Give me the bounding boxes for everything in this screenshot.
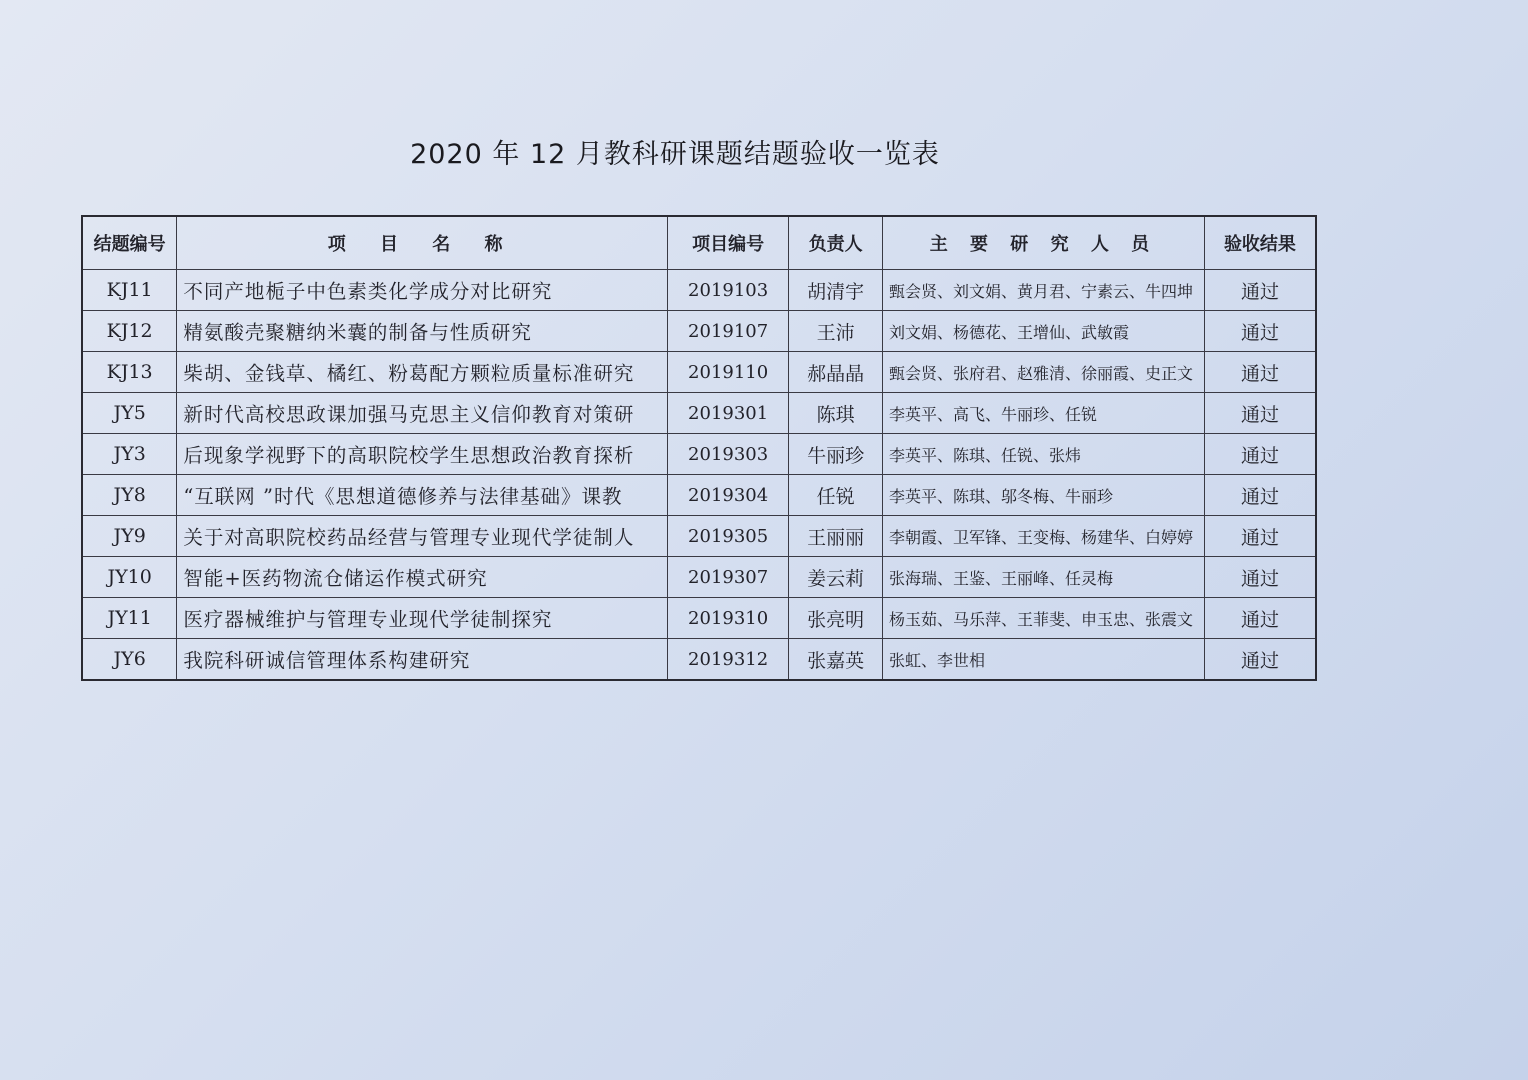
row-project-name: 智能+医药物流仓储运作模式研究 [177, 557, 668, 598]
row-project-name: 后现象学视野下的高职院校学生思想政治教育探析 [177, 434, 668, 475]
row-project-no: 2019301 [667, 393, 789, 434]
row-project-no: 2019312 [667, 639, 789, 681]
table-row [82, 475, 1316, 516]
row-project-name: “互联网 ”时代《思想道德修养与法律基础》课教 [177, 475, 668, 516]
table-row [82, 393, 1316, 434]
row-result: 通过 [1204, 352, 1316, 393]
row-result: 通过 [1204, 393, 1316, 434]
row-code: KJ12 [82, 311, 177, 352]
table-row [82, 352, 1316, 393]
header-result: 验收结果 [1204, 216, 1316, 270]
header-members: 主 要 研 究 人 员 [882, 216, 1204, 270]
row-members: 李英平、高飞、牛丽珍、任锐 [882, 393, 1204, 434]
row-members: 甄会贤、张府君、赵雅清、徐丽霞、史正文 [882, 352, 1204, 393]
header-name: 项 目 名 称 [177, 216, 668, 270]
row-result: 通过 [1204, 598, 1316, 639]
row-result: 通过 [1204, 311, 1316, 352]
row-lead: 任锐 [789, 475, 883, 516]
table-row [82, 639, 1316, 681]
header-code: 结题编号 [82, 216, 177, 270]
row-code: JY5 [82, 393, 177, 434]
table-body [82, 270, 1316, 681]
row-project-no: 2019110 [667, 352, 789, 393]
row-members: 杨玉茹、马乐萍、王菲斐、申玉忠、张震文 [882, 598, 1204, 639]
row-result: 通过 [1204, 639, 1316, 681]
row-project-no: 2019107 [667, 311, 789, 352]
table-row [82, 557, 1316, 598]
row-members: 甄会贤、刘文娟、黄月君、宁素云、牛四坤 [882, 270, 1204, 311]
row-project-no: 2019103 [667, 270, 789, 311]
row-result: 通过 [1204, 516, 1316, 557]
table-row [82, 598, 1316, 639]
table-row [82, 311, 1316, 352]
row-lead: 张亮明 [789, 598, 883, 639]
row-result: 通过 [1204, 475, 1316, 516]
row-project-name: 新时代高校思政课加强马克思主义信仰教育对策研 [177, 393, 668, 434]
row-project-no: 2019305 [667, 516, 789, 557]
row-project-no: 2019310 [667, 598, 789, 639]
row-result: 通过 [1204, 270, 1316, 311]
row-members: 李英平、陈琪、邬冬梅、牛丽珍 [882, 475, 1204, 516]
row-lead: 王沛 [789, 311, 883, 352]
row-project-name: 医疗器械维护与管理专业现代学徒制探究 [177, 598, 668, 639]
document-title: 2020 年 12 月教科研课题结题验收一览表 [410, 139, 940, 170]
row-project-name: 我院科研诚信管理体系构建研究 [177, 639, 668, 681]
row-lead: 张嘉英 [789, 639, 883, 681]
row-code: JY6 [82, 639, 177, 681]
row-project-no: 2019307 [667, 557, 789, 598]
row-code: JY9 [82, 516, 177, 557]
row-lead: 陈琪 [789, 393, 883, 434]
row-code: JY11 [82, 598, 177, 639]
row-project-name: 不同产地栀子中色素类化学成分对比研究 [177, 270, 668, 311]
row-members: 李英平、陈琪、任锐、张炜 [882, 434, 1204, 475]
row-members: 刘文娟、杨德花、王增仙、武敏霞 [882, 311, 1204, 352]
row-result: 通过 [1204, 557, 1316, 598]
row-code: JY3 [82, 434, 177, 475]
row-project-name: 柴胡、金钱草、橘红、粉葛配方颗粒质量标准研究 [177, 352, 668, 393]
table-row [82, 516, 1316, 557]
row-project-name: 精氨酸壳聚糖纳米囊的制备与性质研究 [177, 311, 668, 352]
row-code: KJ11 [82, 270, 177, 311]
row-project-no: 2019303 [667, 434, 789, 475]
row-result: 通过 [1204, 434, 1316, 475]
header-project-no: 项目编号 [667, 216, 789, 270]
row-lead: 牛丽珍 [789, 434, 883, 475]
header-lead: 负责人 [789, 216, 883, 270]
table-row [82, 270, 1316, 311]
row-members: 张海瑞、王鉴、王丽峰、任灵梅 [882, 557, 1204, 598]
table-row [82, 434, 1316, 475]
row-code: JY8 [82, 475, 177, 516]
row-lead: 胡清宇 [789, 270, 883, 311]
row-members: 张虹、李世相 [882, 639, 1204, 681]
row-code: KJ13 [82, 352, 177, 393]
row-code: JY10 [82, 557, 177, 598]
row-lead: 郝晶晶 [789, 352, 883, 393]
row-project-name: 关于对高职院校药品经营与管理专业现代学徒制人 [177, 516, 668, 557]
acceptance-table [81, 215, 1317, 681]
row-project-no: 2019304 [667, 475, 789, 516]
row-lead: 王丽丽 [789, 516, 883, 557]
row-members: 李朝霞、卫军锋、王变梅、杨建华、白婷婷 [882, 516, 1204, 557]
row-lead: 姜云莉 [789, 557, 883, 598]
table-header-row [82, 216, 1316, 270]
